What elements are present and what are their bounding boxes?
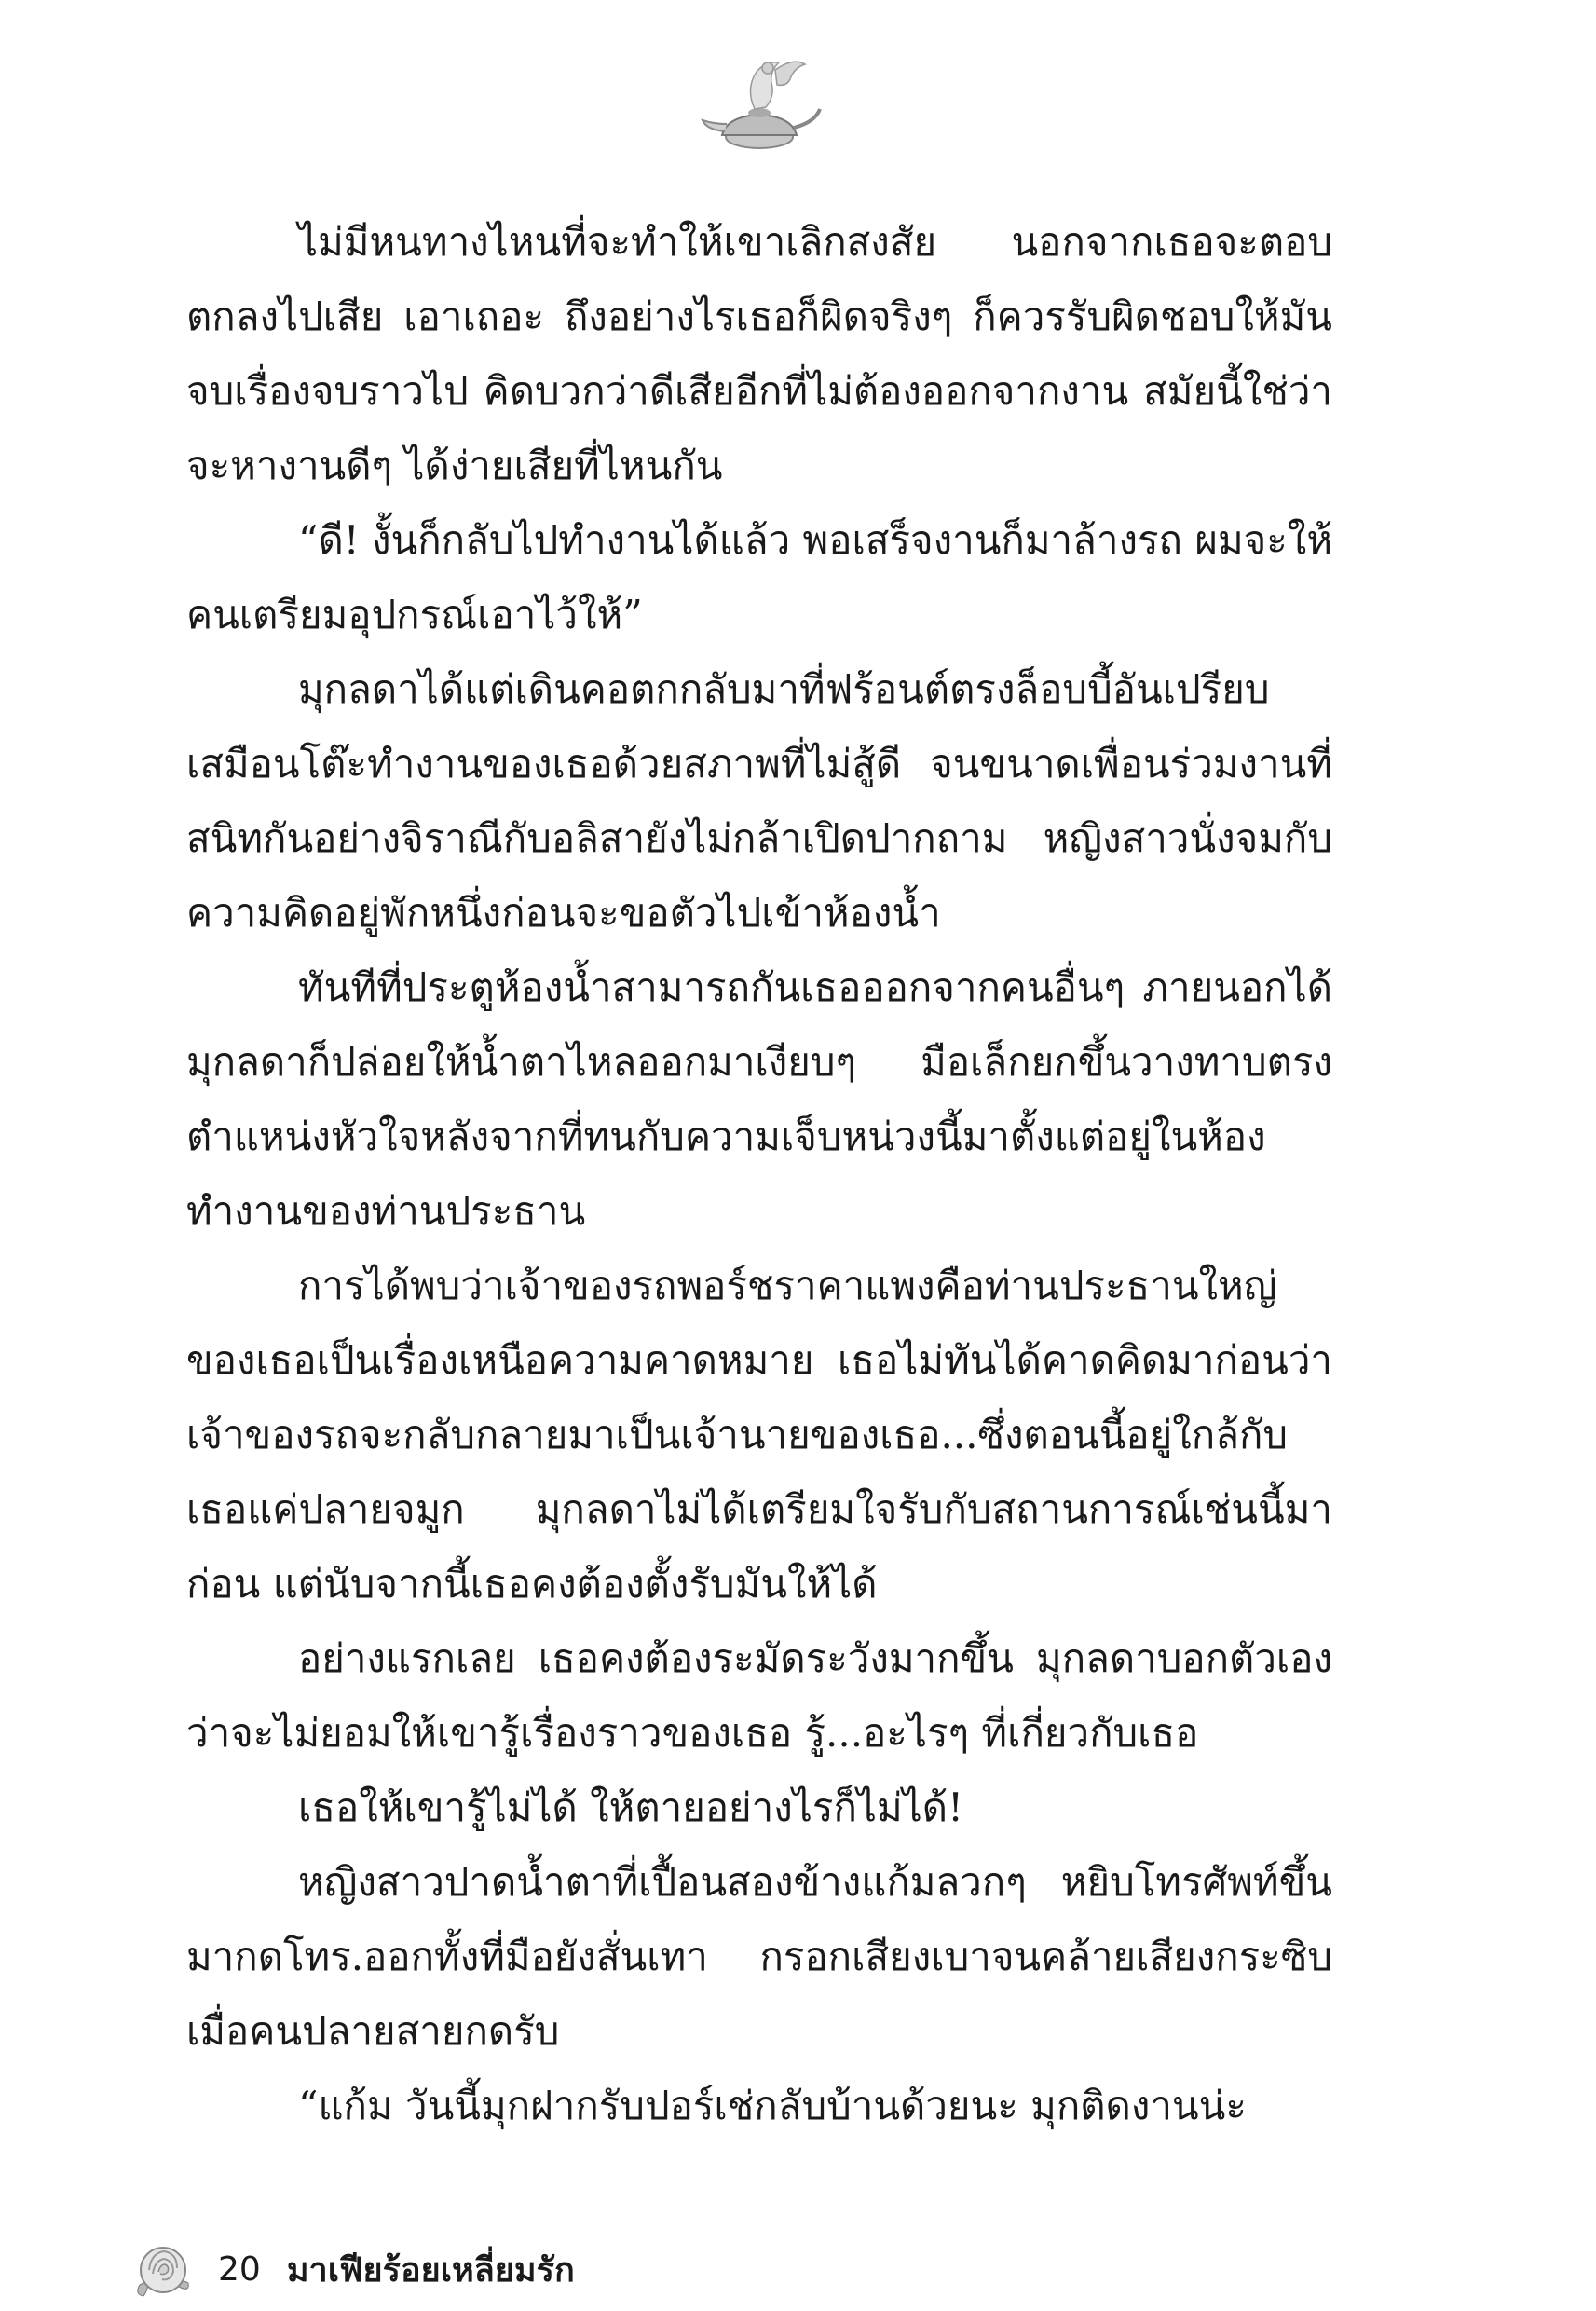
paragraph: ไม่มีหนทางไหนที่จะทำให้เขาเลิกสงสัย นอกจากเธอจะตอบตกลงไปเสีย เอาเถอะ ถึงอย่างไรเธอก็ผิดจริงๆ ก็ควรรับผิดชอบให้มันจบเรื่องจบราวไป คิดบวกว่าดีเสียอีกที่ไม่ต้องออกจากงาน สมัยนี้ใช่ว่าจะหางานดีๆ ได้ง่ายเสียที่ไหนกัน bbox=[186, 219, 1332, 488]
paragraph: “แก้ม วันนี้มุกฝากรับปอร์เช่กลับบ้านด้วยนะ มุกติดงานน่ะ bbox=[298, 2083, 1247, 2128]
rose-icon bbox=[130, 2236, 196, 2302]
paragraph: เธอให้เขารู้ไม่ได้ ให้ตายอย่างไรก็ไม่ได้! bbox=[298, 1785, 963, 1830]
page-footer bbox=[130, 2232, 575, 2306]
book-title: มาเฟียร้อยเหลี่ยมรัก bbox=[286, 2250, 575, 2290]
paragraph: “ดี! งั้นก็กลับไปทำงานได้แล้ว พอเสร็จงานก็มาล้างรถ ผมจะให้คนเตรียมอุปกรณ์เอาไว้ให้” bbox=[186, 517, 1332, 637]
paragraph: การได้พบว่าเจ้าของรถพอร์ชราคาแพงคือท่านประธานใหญ่ของเธอเป็นเรื่องเหนือความคาดหมาย เธอไม่ทันได้คาดคิดมาก่อนว่าเจ้าของรถจะกลับกลายมาเป็นเจ้านายของเธอ...ซึ่งตอนนี้อยู่ใกล้กับเธอแค่ปลายจมูก มุกลดาไม่ได้เตรียมใจรับกับสถานการณ์เช่นนี้มาก่อน แต่นับจากนี้เธอคงต้องตั้งรับมันให้ได้ bbox=[186, 1263, 1332, 1607]
paragraph: หญิงสาวปาดน้ำตาที่เปื้อนสองข้างแก้มลวกๆ หยิบโทรศัพท์ขึ้นมากดโทร.ออกทั้งที่มือยังสั่นเทา กรอกเสียงเบาจนคล้ายเสียงกระซิบเมื่อคนปลายสายกดรับ bbox=[186, 1859, 1332, 2054]
paragraph: มุกลดาได้แต่เดินคอตกกลับมาที่ฟร้อนต์ตรงล็อบบี้อันเปรียบเสมือนโต๊ะทำงานของเธอด้วยสภาพที่ไม่สู้ดี จนขนาดเพื่อนร่วมงานที่สนิทกันอย่างจิราณีกับอลิสายังไม่กล้าเปิดปากถาม หญิงสาวนั่งจมกับความคิดอยู่พักหนึ่งก่อนจะขอตัวไปเข้าห้องน้ำ bbox=[186, 666, 1332, 936]
paragraph: ทันทีที่ประตูห้องน้ำสามารถกันเธอออกจากคนอื่นๆ ภายนอกได้ มุกลดาก็ปล่อยให้น้ำตาไหลออกมาเงียบๆ มือเล็กยกขึ้นวางทาบตรงตำแหน่งหัวใจหลังจากที่ทนกับความเจ็บหน่วงนี้มาตั้งแต่อยู่ในห้องทำงานของท่านประธาน bbox=[186, 964, 1332, 1234]
story-body bbox=[186, 205, 1332, 2143]
paragraph: อย่างแรกเลย เธอคงต้องระมัดระวังมากขึ้น มุกลดาบอกตัวเองว่าจะไม่ยอมให้เขารู้เรื่องราวของเธอ รู้...อะไรๆ ที่เกี่ยวกับเธอ bbox=[186, 1635, 1332, 1756]
page-number: 20 bbox=[218, 2249, 261, 2289]
magic-lamp-fairy-ornament bbox=[689, 51, 829, 158]
